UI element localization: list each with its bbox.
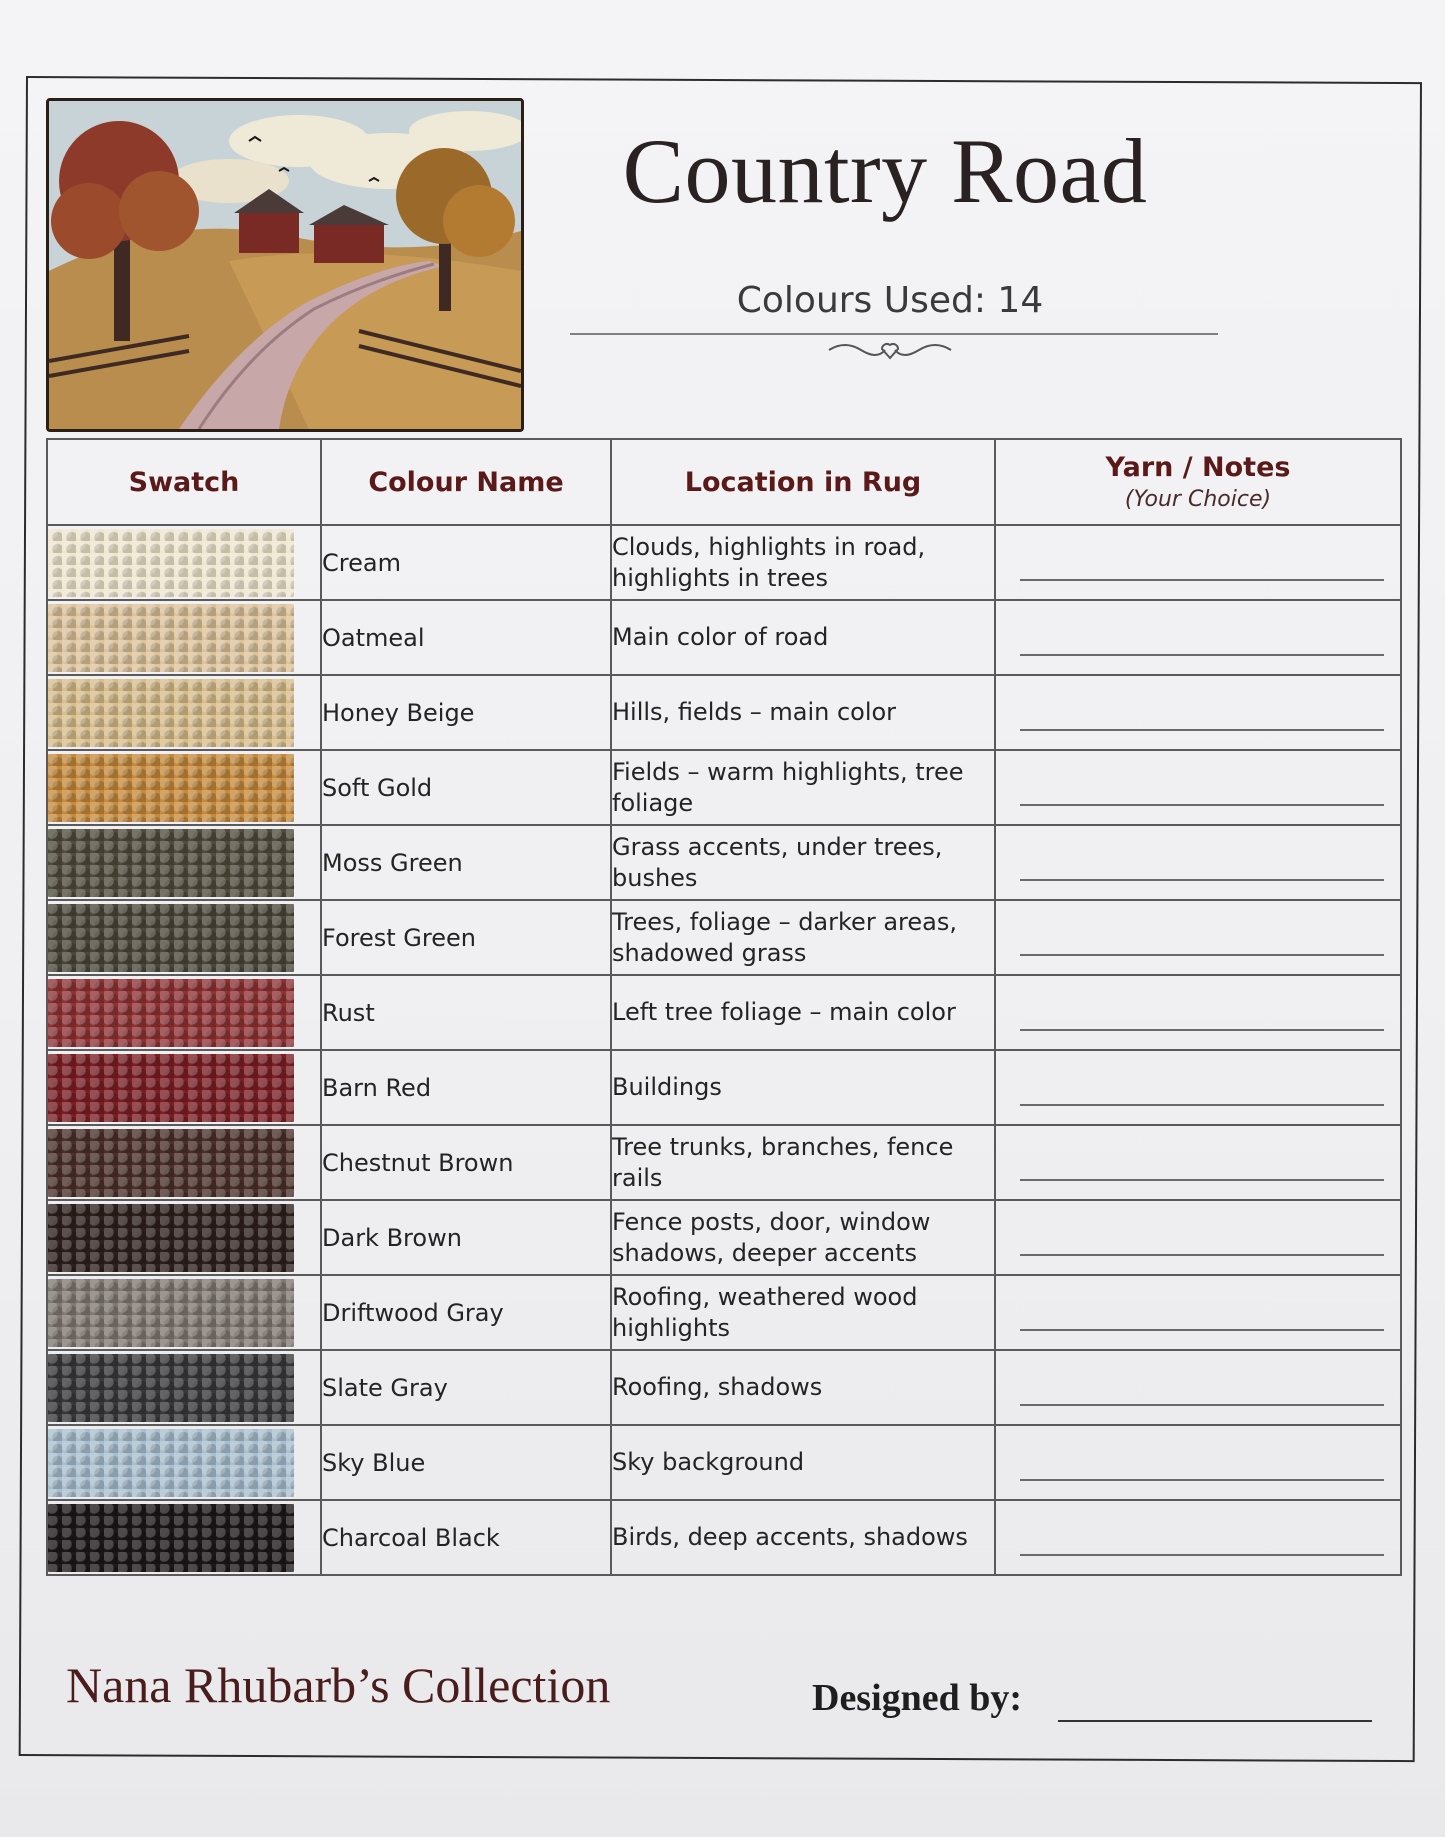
collection-name: Nana Rhubarb’s Collection bbox=[66, 1657, 611, 1713]
yarn-swatch bbox=[48, 604, 294, 672]
yarn-notes-cell bbox=[995, 1125, 1401, 1200]
table-row bbox=[47, 525, 1401, 600]
rug-location: Roofing, shadows bbox=[611, 1350, 995, 1425]
yarn-notes-cell bbox=[995, 750, 1401, 825]
designed-by-blank[interactable] bbox=[1058, 1720, 1372, 1722]
yarn-swatch bbox=[48, 1279, 294, 1347]
colour-name: Forest Green bbox=[321, 900, 611, 975]
colour-name: Driftwood Gray bbox=[321, 1275, 611, 1350]
colour-table bbox=[46, 438, 1402, 1576]
swatch-cell bbox=[47, 525, 321, 600]
rug-preview-image bbox=[46, 98, 524, 432]
table-row bbox=[47, 1125, 1401, 1200]
colour-name: Soft Gold bbox=[321, 750, 611, 825]
rug-location: Roofing, weathered wood highlights bbox=[611, 1275, 995, 1350]
colour-name: Slate Gray bbox=[321, 1350, 611, 1425]
yarn-notes-cell bbox=[995, 975, 1401, 1050]
yarn-swatch bbox=[48, 679, 294, 747]
yarn-swatch bbox=[48, 1054, 294, 1122]
yarn-notes-cell bbox=[995, 600, 1401, 675]
table-row bbox=[47, 750, 1401, 825]
pattern-title: Country Road bbox=[622, 120, 1148, 222]
swatch-cell bbox=[47, 750, 321, 825]
table-row bbox=[47, 1200, 1401, 1275]
colour-name: Sky Blue bbox=[321, 1425, 611, 1500]
rug-location: Fence posts, door, window shadows, deeper accents bbox=[611, 1200, 995, 1275]
yarn-swatch bbox=[48, 904, 294, 972]
notes-blank-line[interactable] bbox=[1020, 1104, 1384, 1106]
notes-blank-line[interactable] bbox=[1020, 1329, 1384, 1331]
rug-location: Sky background bbox=[611, 1425, 995, 1500]
swatch-cell bbox=[47, 600, 321, 675]
rug-location: Grass accents, under trees, bushes bbox=[611, 825, 995, 900]
heart-flourish-icon bbox=[825, 336, 955, 364]
swatch-cell bbox=[47, 1350, 321, 1425]
yarn-notes-cell bbox=[995, 900, 1401, 975]
table-row bbox=[47, 1350, 1401, 1425]
colour-name: Dark Brown bbox=[321, 1200, 611, 1275]
table-row bbox=[47, 825, 1401, 900]
header-notes-sublabel: (Your Choice) bbox=[1124, 487, 1272, 512]
rug-location: Clouds, highlights in road, highlights in trees bbox=[611, 525, 995, 600]
notes-blank-line[interactable] bbox=[1020, 954, 1384, 956]
table-row bbox=[47, 1050, 1401, 1125]
notes-blank-line[interactable] bbox=[1020, 1179, 1384, 1181]
header-notes-label: Yarn / Notes bbox=[1105, 452, 1291, 483]
table-row bbox=[47, 600, 1401, 675]
swatch-cell bbox=[47, 1275, 321, 1350]
notes-blank-line[interactable] bbox=[1020, 729, 1384, 731]
swatch-cell bbox=[47, 825, 321, 900]
swatch-cell bbox=[47, 975, 321, 1050]
header-notes bbox=[995, 439, 1401, 525]
yarn-swatch bbox=[48, 1354, 294, 1422]
yarn-notes-cell bbox=[995, 675, 1401, 750]
swatch-cell bbox=[47, 675, 321, 750]
swatch-cell bbox=[47, 1425, 321, 1500]
table-row bbox=[47, 975, 1401, 1050]
notes-blank-line[interactable] bbox=[1020, 579, 1384, 581]
header-swatch: Swatch bbox=[47, 439, 321, 525]
yarn-notes-cell bbox=[995, 1200, 1401, 1275]
notes-blank-line[interactable] bbox=[1020, 654, 1384, 656]
yarn-swatch bbox=[48, 1504, 294, 1572]
yarn-notes-cell bbox=[995, 1425, 1401, 1500]
rug-location: Main color of road bbox=[611, 600, 995, 675]
header-location: Location in Rug bbox=[611, 439, 995, 525]
header-colour-name: Colour Name bbox=[321, 439, 611, 525]
yarn-swatch bbox=[48, 1429, 294, 1497]
table-row bbox=[47, 1275, 1401, 1350]
colour-name: Moss Green bbox=[321, 825, 611, 900]
colour-name: Charcoal Black bbox=[321, 1500, 611, 1575]
table-row bbox=[47, 1500, 1401, 1575]
table-row bbox=[47, 900, 1401, 975]
rug-location: Hills, fields – main color bbox=[611, 675, 995, 750]
yarn-notes-cell bbox=[995, 1275, 1401, 1350]
colour-name: Barn Red bbox=[321, 1050, 611, 1125]
table-row bbox=[47, 1425, 1401, 1500]
table-header-row bbox=[47, 439, 1401, 525]
swatch-cell bbox=[47, 1050, 321, 1125]
rug-location: Left tree foliage – main color bbox=[611, 975, 995, 1050]
yarn-swatch bbox=[48, 829, 294, 897]
rug-location: Birds, deep accents, shadows bbox=[611, 1500, 995, 1575]
yarn-swatch bbox=[48, 529, 294, 597]
colour-name: Cream bbox=[321, 525, 611, 600]
yarn-notes-cell bbox=[995, 1050, 1401, 1125]
yarn-notes-cell bbox=[995, 1350, 1401, 1425]
swatch-cell bbox=[47, 1500, 321, 1575]
yarn-swatch bbox=[48, 1129, 294, 1197]
notes-blank-line[interactable] bbox=[1020, 1479, 1384, 1481]
notes-blank-line[interactable] bbox=[1020, 1029, 1384, 1031]
rug-location: Buildings bbox=[611, 1050, 995, 1125]
rug-location: Tree trunks, branches, fence rails bbox=[611, 1125, 995, 1200]
yarn-swatch bbox=[48, 979, 294, 1047]
swatch-cell bbox=[47, 900, 321, 975]
colour-name: Rust bbox=[321, 975, 611, 1050]
notes-blank-line[interactable] bbox=[1020, 1254, 1384, 1256]
colours-used-count: Colours Used: 14 bbox=[736, 280, 1044, 321]
notes-blank-line[interactable] bbox=[1020, 879, 1384, 881]
table-row bbox=[47, 675, 1401, 750]
yarn-notes-cell bbox=[995, 1500, 1401, 1575]
yarn-swatch bbox=[48, 1204, 294, 1272]
title-divider bbox=[570, 333, 1218, 335]
yarn-swatch bbox=[48, 754, 294, 822]
rug-location: Trees, foliage – darker areas, shadowed grass bbox=[611, 900, 995, 975]
yarn-notes-cell bbox=[995, 825, 1401, 900]
yarn-notes-cell bbox=[995, 525, 1401, 600]
notes-blank-line[interactable] bbox=[1020, 1404, 1384, 1406]
designed-by-label: Designed by: bbox=[812, 1677, 1023, 1719]
notes-blank-line[interactable] bbox=[1020, 804, 1384, 806]
rug-location: Fields – warm highlights, tree foliage bbox=[611, 750, 995, 825]
colour-name: Honey Beige bbox=[321, 675, 611, 750]
swatch-cell bbox=[47, 1200, 321, 1275]
colour-name: Oatmeal bbox=[321, 600, 611, 675]
colour-name: Chestnut Brown bbox=[321, 1125, 611, 1200]
notes-blank-line[interactable] bbox=[1020, 1554, 1384, 1556]
swatch-cell bbox=[47, 1125, 321, 1200]
